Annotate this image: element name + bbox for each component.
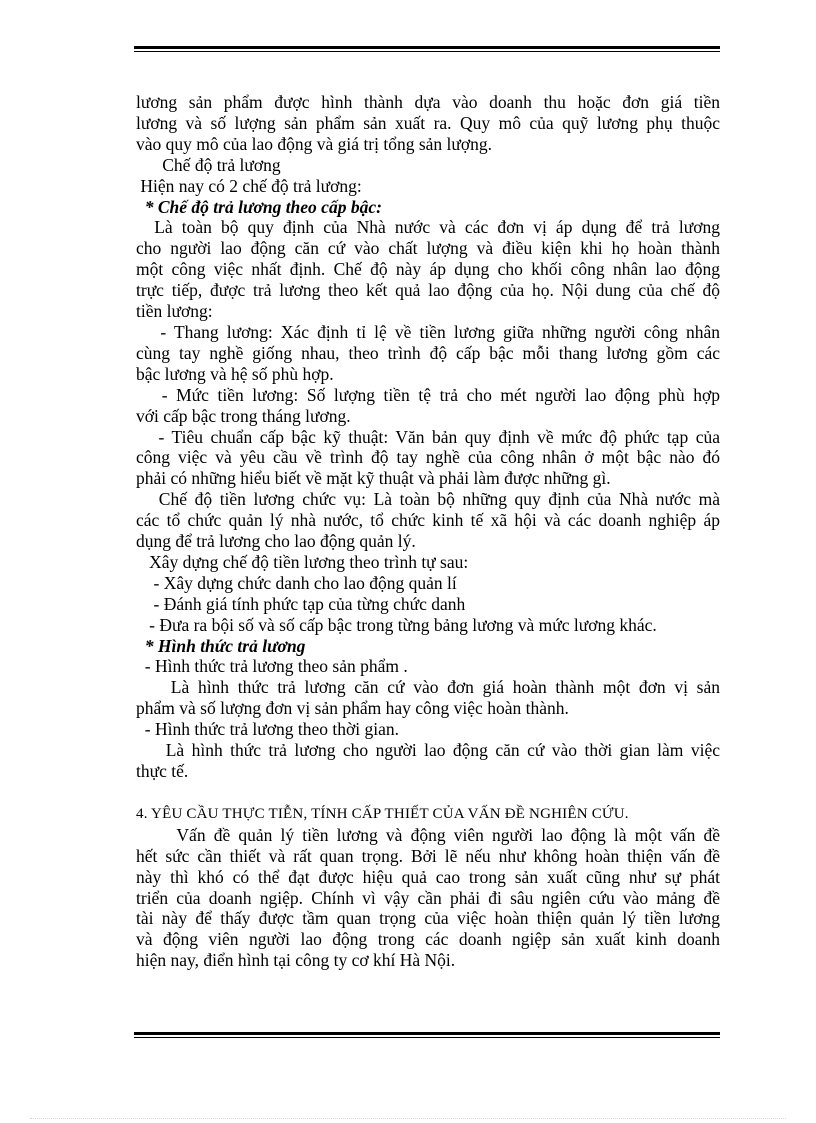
text-line: bậc lương và hệ số phù hợp. [136,363,334,384]
blank-line [136,782,720,804]
text-line: thực tế. [136,761,189,781]
text-line: Hiện nay có 2 chế độ trả lương: [136,175,362,196]
text-line: phải có những hiểu biết về mặt kỹ thuật và phải làm được những gì. [136,468,611,489]
text-line: - Hình thức trả lương theo sản phẩm . [136,656,408,677]
text-line: - Xây dựng chức danh cho lao động quản lí [136,572,457,593]
text-line: hết sức cần thiết và rất quan trọng. Bởi lẽ nếu như không hoàn thiện vấn đề [136,845,720,866]
section-heading: * Hình thức trả lương [136,635,306,656]
text-line: và động viên người lao động trong các doanh ngiệp sản xuất kinh doanh [136,929,720,950]
text-line: một công việc nhất định. Chế độ này áp dụng cho khối công nhân lao động [136,259,720,280]
text-line: Xây dựng chế độ tiền lương theo trình tự sau: [136,551,469,572]
text-line: tiền lương: [136,301,213,322]
text-line: - Hình thức trả lương theo thời gian. [136,719,399,740]
text-line: - Tiêu chuẩn cấp bậc kỹ thuật: Văn bản quy định về mức độ phức tạp của [136,426,720,447]
text-line: lương và số lượng sản phẩm sản xuất ra. Quy mô của quỹ lương phụ thuộc [136,112,720,133]
text-line: - Đánh giá tính phức tạp của từng chức danh [136,593,466,614]
section-4-heading: 4. YÊU CẦU THỰC TIỄN, TÍNH CẤP THIẾT CỦA VẤN ĐỀ NGHIÊN CỨU. [136,805,629,822]
text-line: Là toàn bộ quy định của Nhà nước và các đơn vị áp dụng để trả lương [136,217,720,238]
section-heading: * Chế độ trả lương theo cấp bậc: [136,196,382,217]
text-line: tài này để thấy được tầm quan trọng của việc hoàn thiện quản lý tiền lương [136,908,720,929]
text-line: trực tiếp, được trả lương theo kết quả lao động của họ. Nội dung của chế độ [136,280,720,301]
text-line: này thì khó có thể đạt được hiệu quả cao trong sản xuất cũng như sự phát [136,866,720,887]
text-line: vào quy mô của lao động và giá trị tổng sản lượng. [136,133,493,154]
text-line: dụng để trả lương cho lao động quản lý. [136,531,416,552]
text-line: - Thang lương: Xác định tỉ lệ về tiền lương giữa những người công nhân [136,321,720,342]
text-line: cho người lao động căn cứ vào chất lượng và điều kiện khi họ hoàn thành [136,238,720,259]
text-line: công việc và yêu cầu về trình độ tay nghề của công nhân ở một bậc nào đó [136,447,720,468]
text-line: phẩm và số lượng đơn vị sản phẩm hay công việc hoàn thành. [136,698,569,719]
text-line: hiện nay, điển hình tại công ty cơ khí Hà Nội. [136,950,456,971]
text-line: với cấp bậc trong tháng lương. [136,405,351,426]
text-line: các tổ chức quản lý nhà nước, tổ chức kinh tế xã hội và các doanh nghiệp áp [136,510,720,531]
footer-rule [134,1032,720,1038]
text-line: - Đưa ra bội số và số cấp bậc trong từng bảng lương và mức lương khác. [136,614,657,635]
text-line: Vấn đề quản lý tiền lương và động viên người lao động là một vấn đề [136,824,720,845]
text-line: cùng tay nghề giống nhau, theo trình độ cấp bậc mỗi thang lương gồm các [136,342,720,363]
text-line: triển của doanh ngiệp. Chính vì vậy cần phải đi sâu ngiên cứu vào mảng đề [136,887,720,908]
text-line: lương sản phẩm được hình thành dựa vào doanh thu hoặc đơn giá tiền [136,92,720,112]
text-line: - Mức tiền lương: Số lượng tiền tệ trả cho mét người lao động phù hợp [136,384,720,405]
text-line: Là hình thức trả lương cho người lao động căn cứ vào thời gian làm việc [136,740,720,761]
text-line: Chế độ tiền lương chức vụ: Là toàn bộ những quy định của Nhà nước mà [136,489,720,510]
body-text [136,92,720,971]
header-rule [134,46,720,52]
page-bottom-dotted-line [30,1118,786,1119]
text-line: Chế độ trả lương [136,154,281,175]
text-line: Là hình thức trả lương căn cứ vào đơn giá hoàn thành một đơn vị sản [136,677,720,698]
